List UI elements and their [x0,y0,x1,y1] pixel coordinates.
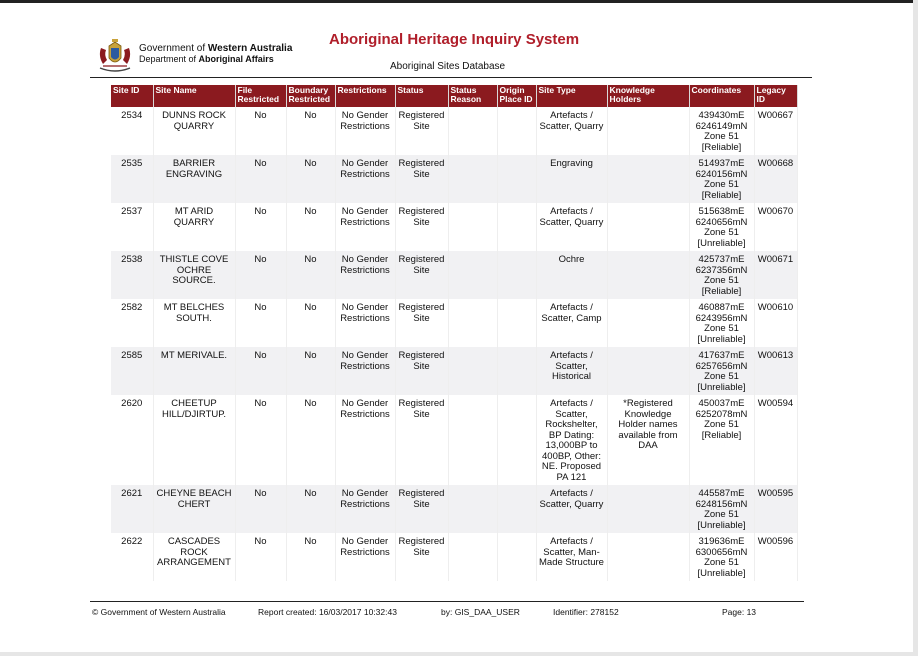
boundary-restricted: No [286,347,335,395]
origin-place-id [497,347,536,395]
col-header-site-type: Site Type [536,85,607,107]
legacy-id: W00670 [754,203,797,251]
origin-place-id [497,533,536,581]
col-header-legacy-id: Legacy ID [754,85,797,107]
legacy-id: W00667 [754,107,797,155]
knowledge-holders [607,347,689,395]
restrictions: No Gender Restrictions [335,485,395,533]
status: Registered Site [395,395,448,485]
footer-copyright: © Government of Western Australia [92,607,226,617]
file-restricted: No [235,203,286,251]
footer-divider [90,601,804,602]
site-name: DUNNS ROCK QUARRY [153,107,235,155]
page-top-border [0,0,918,3]
site-id: 2622 [111,533,153,581]
knowledge-holders [607,203,689,251]
site-type: Artefacts / Scatter, Quarry [536,107,607,155]
site-id: 2537 [111,203,153,251]
wa-coat-of-arms-icon [95,38,135,74]
col-header-status: Status [395,85,448,107]
restrictions: No Gender Restrictions [335,533,395,581]
site-name: MT ARID QUARRY [153,203,235,251]
origin-place-id [497,299,536,347]
site-name: CHEYNE BEACH CHERT [153,485,235,533]
table-header-row [111,85,797,107]
status-reason [448,155,497,203]
status: Registered Site [395,107,448,155]
site-id: 2585 [111,347,153,395]
legacy-id: W00671 [754,251,797,299]
col-header-coordinates: Coordinates [689,85,754,107]
site-name: CHEETUP HILL/DJIRTUP. [153,395,235,485]
site-id: 2621 [111,485,153,533]
site-type: Artefacts / Scatter, Rockshelter, BP Dating: 13,000BP to 400BP, Other: NE. Proposed PA 121 [536,395,607,485]
site-id: 2538 [111,251,153,299]
col-header-origin-place-id: Origin Place ID [497,85,536,107]
table-row [111,533,797,581]
col-header-site-id: Site ID [111,85,153,107]
status: Registered Site [395,251,448,299]
table-row [111,485,797,533]
boundary-restricted: No [286,203,335,251]
site-name: MT MERIVALE. [153,347,235,395]
site-id: 2535 [111,155,153,203]
file-restricted: No [235,533,286,581]
site-id: 2534 [111,107,153,155]
knowledge-holders: *Registered Knowledge Holder names available from DAA [607,395,689,485]
table-row [111,203,797,251]
system-title: Aboriginal Heritage Inquiry System [329,31,580,48]
legacy-id: W00668 [754,155,797,203]
site-id: 2620 [111,395,153,485]
status: Registered Site [395,347,448,395]
status: Registered Site [395,155,448,203]
coordinates: 450037mE 6252078mN Zone 51 [Reliable] [689,395,754,485]
col-header-boundary-restricted: Boundary Restricted [286,85,335,107]
legacy-id: W00595 [754,485,797,533]
file-restricted: No [235,107,286,155]
status-reason [448,395,497,485]
col-header-status-reason: Status Reason [448,85,497,107]
origin-place-id [497,203,536,251]
origin-place-id [497,155,536,203]
table-row [111,155,797,203]
boundary-restricted: No [286,107,335,155]
knowledge-holders [607,107,689,155]
origin-place-id [497,395,536,485]
knowledge-holders [607,299,689,347]
scan-edge-bottom [0,652,918,656]
site-name: MT BELCHES SOUTH. [153,299,235,347]
status-reason [448,485,497,533]
coordinates: 319636mE 6300656mN Zone 51 [Unreliable] [689,533,754,581]
legacy-id: W00594 [754,395,797,485]
site-type: Artefacts / Scatter, Man-Made Structure [536,533,607,581]
restrictions: No Gender Restrictions [335,251,395,299]
table-row [111,299,797,347]
site-name: CASCADES ROCK ARRANGEMENT [153,533,235,581]
file-restricted: No [235,485,286,533]
department-name: Department of Aboriginal Affairs [139,54,274,64]
file-restricted: No [235,347,286,395]
restrictions: No Gender Restrictions [335,107,395,155]
origin-place-id [497,107,536,155]
knowledge-holders [607,251,689,299]
restrictions: No Gender Restrictions [335,395,395,485]
site-type: Artefacts / Scatter, Quarry [536,203,607,251]
restrictions: No Gender Restrictions [335,155,395,203]
knowledge-holders [607,485,689,533]
site-type: Artefacts / Scatter, Camp [536,299,607,347]
government-name: Government of Western Australia [139,43,293,54]
restrictions: No Gender Restrictions [335,347,395,395]
site-type: Ochre [536,251,607,299]
status-reason [448,347,497,395]
database-subtitle: Aboriginal Sites Database [390,61,506,72]
status: Registered Site [395,533,448,581]
table-row [111,347,797,395]
boundary-restricted: No [286,395,335,485]
coordinates: 439430mE 6246149mN Zone 51 [Reliable] [689,107,754,155]
origin-place-id [497,251,536,299]
site-name: THISTLE COVE OCHRE SOURCE. [153,251,235,299]
boundary-restricted: No [286,485,335,533]
footer-report-created: Report created: 16/03/2017 10:32:43 [258,607,397,617]
col-header-restrictions: Restrictions [335,85,395,107]
boundary-restricted: No [286,155,335,203]
origin-place-id [497,485,536,533]
table-row [111,395,797,485]
footer-page-number: Page: 13 [722,607,757,617]
legacy-id: W00596 [754,533,797,581]
footer-identifier: Identifier: 278152 [553,607,619,617]
status-reason [448,203,497,251]
site-type: Engraving [536,155,607,203]
boundary-restricted: No [286,533,335,581]
col-header-file-restricted: File Restricted [235,85,286,107]
coordinates: 425737mE 6237356mN Zone 51 [Reliable] [689,251,754,299]
restrictions: No Gender Restrictions [335,299,395,347]
table-row [111,107,797,155]
table-row [111,251,797,299]
file-restricted: No [235,251,286,299]
coordinates: 460887mE 6243956mN Zone 51 [Unreliable] [689,299,754,347]
status-reason [448,107,497,155]
scan-edge-right [913,0,918,656]
legacy-id: W00610 [754,299,797,347]
status: Registered Site [395,203,448,251]
sites-table [111,85,798,581]
header-divider [90,77,812,78]
file-restricted: No [235,155,286,203]
col-header-knowledge-holders: Knowledge Holders [607,85,689,107]
legacy-id: W00613 [754,347,797,395]
knowledge-holders [607,533,689,581]
status: Registered Site [395,299,448,347]
status-reason [448,299,497,347]
coordinates: 445587mE 6248156mN Zone 51 [Unreliable] [689,485,754,533]
site-type: Artefacts / Scatter, Historical [536,347,607,395]
status: Registered Site [395,485,448,533]
file-restricted: No [235,299,286,347]
footer-created-by: by: GIS_DAA_USER [441,607,520,617]
restrictions: No Gender Restrictions [335,203,395,251]
site-id: 2582 [111,299,153,347]
status-reason [448,251,497,299]
boundary-restricted: No [286,251,335,299]
site-type: Artefacts / Scatter, Quarry [536,485,607,533]
coordinates: 417637mE 6257656mN Zone 51 [Unreliable] [689,347,754,395]
status-reason [448,533,497,581]
col-header-site-name: Site Name [153,85,235,107]
coordinates: 515638mE 6240656mN Zone 51 [Unreliable] [689,203,754,251]
file-restricted: No [235,395,286,485]
boundary-restricted: No [286,299,335,347]
site-name: BARRIER ENGRAVING [153,155,235,203]
coordinates: 514937mE 6240156mN Zone 51 [Reliable] [689,155,754,203]
knowledge-holders [607,155,689,203]
